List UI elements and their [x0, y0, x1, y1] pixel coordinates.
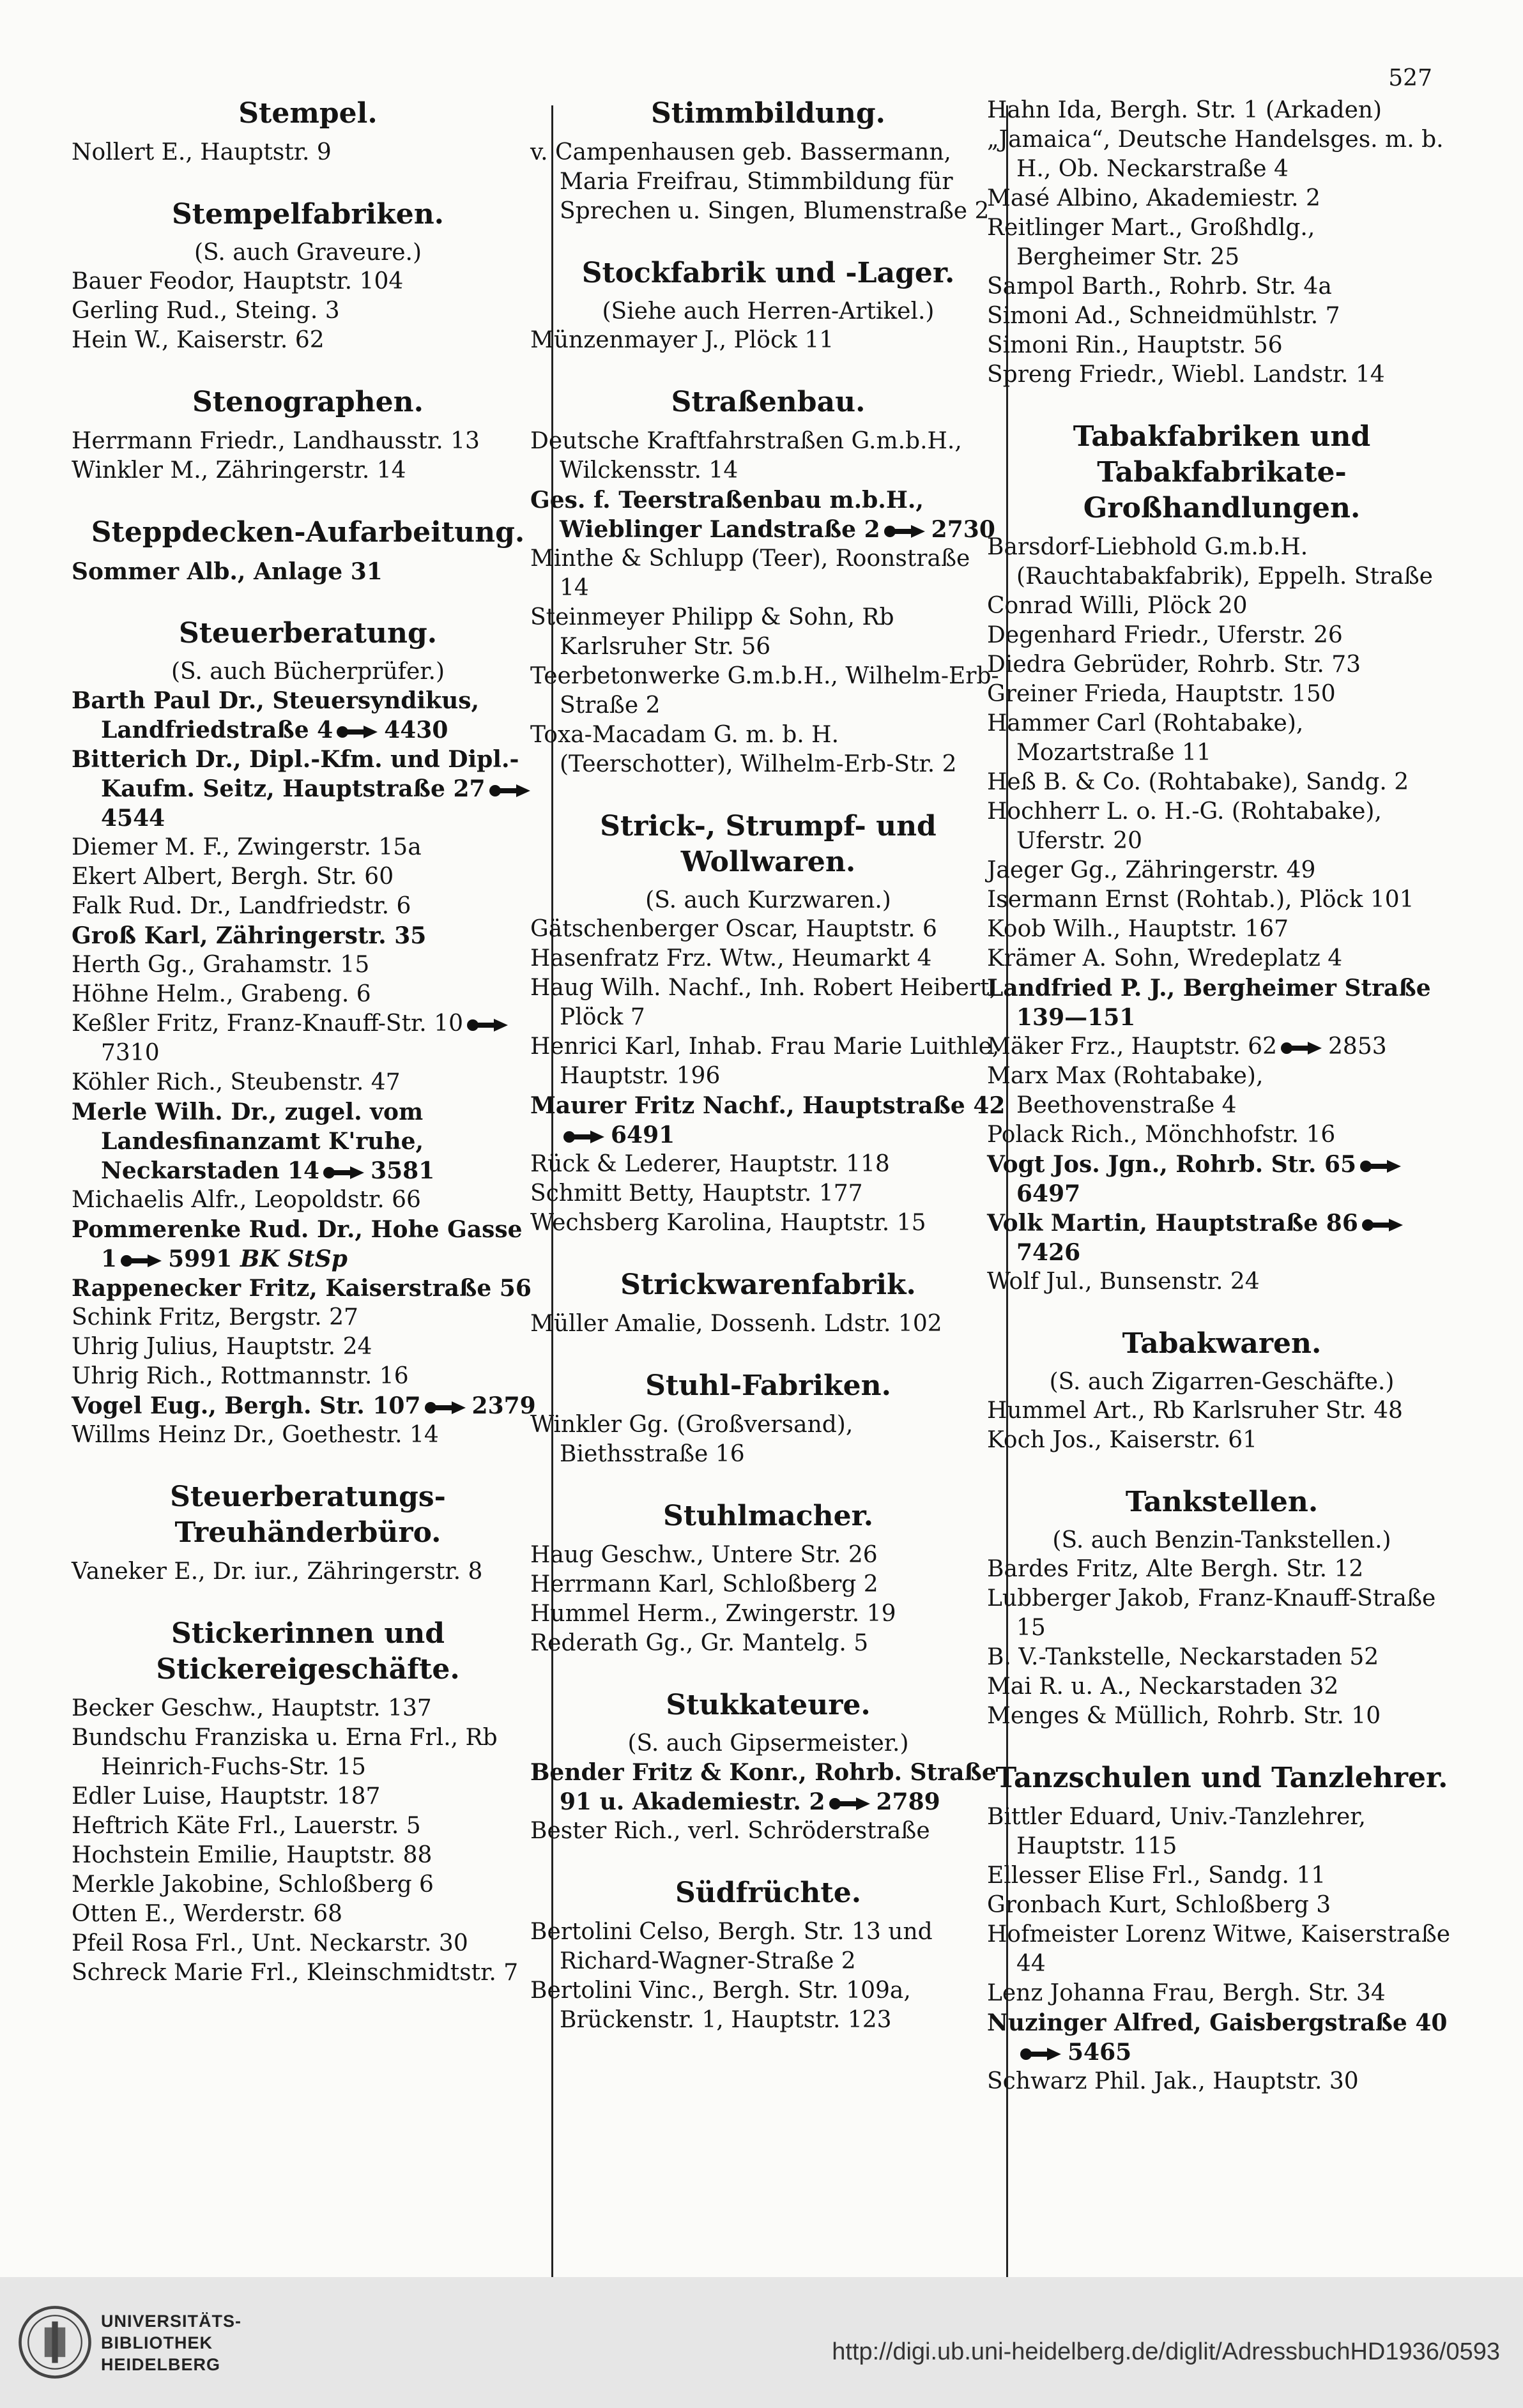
directory-entry — [530, 1917, 1006, 1976]
section-heading: Steuerberatung. — [178, 617, 438, 650]
directory-entry — [72, 1782, 544, 1811]
entry-text: Marx Max (Rohtabake), Beethovenstraße 4 — [987, 1063, 1264, 1118]
directory-entry — [987, 680, 1457, 709]
entry-text: Keßler Fritz, Franz-Knauff-Str. 10 — [72, 1010, 464, 1037]
entry-text: Herrmann Karl, Schloßberg 2 — [530, 1571, 878, 1597]
directory-entry — [530, 603, 1006, 662]
cross-reference-note: (S. auch Gipsermeister.) — [627, 1730, 909, 1756]
entry-text: Simoni Ad., Schneidmühlstr. 7 — [987, 303, 1340, 329]
entry-text: Hochherr L. o. H.-G. (Rohtabake), Uferstr. 20 — [987, 798, 1382, 854]
telephone-icon — [883, 523, 928, 540]
entry-text: Falk Rud. Dr., Landfriedstr. 6 — [72, 893, 411, 919]
directory-entry — [530, 915, 1006, 944]
directory-entry — [72, 686, 544, 745]
phone-number: 4430 — [384, 717, 448, 743]
directory-entry — [72, 1557, 544, 1587]
entry-text: Bardes Fritz, Alte Bergh. Str. 12 — [987, 1556, 1364, 1582]
directory-entry — [72, 1332, 544, 1362]
entry-text: Henrici Karl, Inhab. Frau Marie Luithle, Hauptstr. 196 — [530, 1033, 1000, 1089]
directory-entry — [987, 973, 1457, 1032]
entry-text: B. V.-Tankstelle, Neckarstaden 52 — [987, 1644, 1379, 1670]
entry-text: Schmitt Betty, Hauptstr. 177 — [530, 1180, 863, 1207]
entry-text: Bundschu Franziska u. Erna Frl., Rb Heinrich-Fuchs-Str. 15 — [72, 1725, 498, 1780]
telephone-icon — [1019, 2046, 1064, 2062]
entry-text: Rück & Lederer, Hauptstr. 118 — [530, 1151, 890, 1177]
entry-text: Winkler Gg. (Großversand), Biethsstraße 16 — [530, 1412, 853, 1467]
directory-entry — [530, 944, 1006, 973]
directory-entry — [987, 1979, 1457, 2008]
directory-entry — [72, 1421, 544, 1450]
directory-entry — [987, 1802, 1457, 1861]
phone-number: 7310 — [101, 1040, 160, 1066]
directory-entry — [530, 544, 1006, 603]
directory-entry — [987, 1396, 1457, 1426]
entry-text: Simoni Rin., Hauptstr. 56 — [987, 332, 1283, 358]
directory-entry — [530, 1179, 1006, 1208]
directory-entry — [530, 662, 1006, 720]
entry-text: Herth Gg., Grahamstr. 15 — [72, 952, 370, 978]
telephone-icon — [488, 782, 533, 799]
directory-entry — [987, 1555, 1457, 1584]
entry-text: Barsdorf-Liebhold G.m.b.H. (Rauchtabakfabrik), Eppelh. Straße — [987, 534, 1433, 590]
phone-number: 2379 — [471, 1392, 536, 1419]
entry-text: Minthe & Schlupp (Teer), Roonstraße 14 — [530, 545, 970, 601]
directory-entry — [987, 1861, 1457, 1891]
telephone-icon — [322, 1164, 367, 1181]
directory-entry — [987, 1643, 1457, 1672]
telephone-icon — [119, 1253, 164, 1269]
directory-entry — [72, 427, 544, 456]
directory-entry — [530, 1150, 1006, 1179]
directory-entry — [987, 1208, 1457, 1267]
directory-entry — [72, 138, 544, 167]
directory-entry — [530, 1410, 1006, 1469]
directory-entry — [987, 591, 1457, 621]
telephone-icon — [466, 1017, 510, 1033]
directory-entry — [987, 650, 1457, 680]
directory-entry — [987, 1672, 1457, 1702]
entry-text: Wolf Jul., Bunsenstr. 24 — [987, 1269, 1260, 1295]
entry-text: Hochstein Emilie, Hauptstr. 88 — [72, 1842, 432, 1868]
entry-text: Polack Rich., Mönchhofstr. 16 — [987, 1122, 1336, 1148]
section-heading: Stuhl-Fabriken. — [645, 1369, 891, 1402]
entry-text: Deutsche Kraftfahrstraßen G.m.b.H., Wilckensstr. 14 — [530, 428, 962, 484]
cross-reference-note: (S. auch Bücherprüfer.) — [171, 659, 445, 685]
entry-text: Gerling Rud., Steing. 3 — [72, 298, 340, 324]
library-line: HEIDELBERG — [101, 2355, 221, 2374]
section-heading: Stempelfabriken. — [171, 198, 444, 231]
section-heading: Südfrüchte. — [675, 1877, 862, 1909]
entry-text: Pommerenke Rud. Dr., Hohe Gasse 1 — [72, 1216, 523, 1272]
directory-entry — [987, 768, 1457, 797]
entry-text: Reitlinger Mart., Großhdlg., Bergheimer Str. 25 — [987, 215, 1315, 270]
directory-entry — [530, 326, 1006, 355]
directory-entry — [987, 213, 1457, 272]
entry-text: Herrmann Friedr., Landhausstr. 13 — [72, 428, 480, 454]
entry-text: Hummel Art., Rb Karlsruher Str. 48 — [987, 1398, 1403, 1424]
directory-entry — [987, 1150, 1457, 1208]
directory-entry — [530, 138, 1006, 226]
entry-text: Haug Wilh. Nachf., Inh. Robert Heibert, Plöck 7 — [530, 975, 997, 1030]
section-heading: Tabakwaren. — [1122, 1327, 1322, 1360]
entry-text: Hofmeister Lorenz Witwe, Kaiserstraße 44 — [987, 1921, 1451, 1977]
entry-text: Mäker Frz., Hauptstr. 62 — [987, 1033, 1278, 1060]
entry-text: Merle Wilh. Dr., zugel. vom Landesfinanzamt K'ruhe, Neckarstaden 14 — [72, 1099, 424, 1184]
entry-text: Bittler Eduard, Univ.-Tanzlehrer, Hauptstr. 115 — [987, 1804, 1366, 1859]
entry-text: Lenz Johanna Frau, Bergh. Str. 34 — [987, 1980, 1386, 2006]
directory-entry — [72, 1068, 544, 1097]
entry-text: Hein W., Kaiserstr. 62 — [72, 327, 325, 353]
section-heading: Stickerinnen und Stickereigeschäfte. — [156, 1617, 460, 1686]
telephone-icon — [828, 1795, 873, 1812]
entry-text: Bertolini Celso, Bergh. Str. 13 und Richard-Wagner-Straße 2 — [530, 1919, 933, 1974]
directory-entry — [530, 1208, 1006, 1238]
entry-text: Müller Amalie, Dossenh. Ldstr. 102 — [530, 1311, 942, 1337]
library-line: BIBLIOTHEK — [101, 2333, 213, 2352]
directory-entry — [72, 1723, 544, 1782]
entry-text: Sommer Alb., Anlage 31 — [72, 558, 383, 585]
entry-text: Heftrich Käte Frl., Lauerstr. 5 — [72, 1813, 421, 1839]
phone-number: 2789 — [876, 1788, 940, 1815]
directory-entry — [530, 1032, 1006, 1091]
directory-entry — [72, 1185, 544, 1215]
section-heading: Steuerberatungs-Treuhänderbüro. — [170, 1481, 446, 1549]
directory-entry — [987, 1920, 1457, 1979]
entry-text: Krämer A. Sohn, Wredeplatz 4 — [987, 945, 1343, 972]
entry-text: Winkler M., Zähringerstr. 14 — [72, 457, 406, 484]
directory-entry — [530, 1976, 1006, 2035]
entry-text: Bauer Feodor, Hauptstr. 104 — [72, 268, 404, 294]
telephone-icon — [562, 1129, 607, 1145]
directory-entry — [987, 797, 1457, 856]
entry-text: Diemer M. F., Zwingerstr. 15a — [72, 834, 422, 860]
entry-text: Wechsberg Karolina, Hauptstr. 15 — [530, 1210, 926, 1236]
section-heading: Tanzschulen und Tanzlehrer. — [995, 1762, 1448, 1794]
section-heading: Tankstellen. — [1125, 1486, 1319, 1518]
entry-text: Degenhard Friedr., Uferstr. 26 — [987, 622, 1343, 648]
entry-text: Jaeger Gg., Zähringerstr. 49 — [987, 857, 1316, 883]
entry-text: Ges. f. Teerstraßenbau m.b.H., Wieblinger Landstraße 2 — [530, 487, 924, 543]
entry-text: Mai R. u. A., Neckarstaden 32 — [987, 1673, 1339, 1700]
directory-entry — [987, 360, 1457, 390]
directory-entry — [72, 980, 544, 1009]
directory-entry — [987, 1120, 1457, 1150]
entry-text: Willms Heinz Dr., Goethestr. 14 — [72, 1422, 439, 1448]
entry-text: Köhler Rich., Steubenstr. 47 — [72, 1069, 401, 1095]
phone-number: 5991 — [168, 1246, 233, 1272]
entry-text: Hummel Herm., Zwingerstr. 19 — [530, 1601, 896, 1627]
directory-entry — [987, 856, 1457, 885]
directory-entry — [530, 1091, 1006, 1150]
entry-text: Lubberger Jakob, Franz-Knauff-Straße 15 — [987, 1585, 1436, 1641]
directory-entry — [72, 921, 544, 950]
entry-text: Bitterich Dr., Dipl.-Kfm. und Dipl.-Kaufm. Seitz, Hauptstraße 27 — [72, 746, 519, 802]
directory-entry — [987, 944, 1457, 973]
directory-entry — [72, 1694, 544, 1723]
directory-entry — [530, 1570, 1006, 1599]
entry-text: Koob Wilh., Hauptstr. 167 — [987, 916, 1289, 942]
entry-text: Toxa-Macadam G. m. b. H. (Teerschotter), Wilhelm-Erb-Str. 2 — [530, 722, 957, 777]
entry-text: Hasenfratz Frz. Wtw., Heumarkt 4 — [530, 945, 932, 972]
phone-number: 5465 — [1068, 2039, 1132, 2066]
cross-reference-note: (S. auch Zigarren-Geschäfte.) — [1049, 1369, 1395, 1395]
directory-entry — [530, 1541, 1006, 1570]
column-3 — [987, 96, 1457, 2096]
directory-entry — [987, 1584, 1457, 1643]
entry-text: Spreng Friedr., Wiebl. Landstr. 14 — [987, 362, 1385, 388]
directory-entry — [72, 1958, 544, 1988]
phone-number: 7426 — [1016, 1239, 1081, 1266]
section-heading: Tabakfabriken und Tabakfabrikate-Großhandlungen. — [1073, 420, 1371, 524]
entry-text: Groß Karl, Zähringerstr. 35 — [72, 922, 427, 949]
directory-entry — [530, 1629, 1006, 1658]
phone-number: 6491 — [611, 1122, 675, 1148]
entry-text: Menges & Müllich, Rohrb. Str. 10 — [987, 1703, 1381, 1729]
entry-text: Höhne Helm., Grabeng. 6 — [72, 981, 371, 1007]
entry-text: Rederath Gg., Gr. Mantelg. 5 — [530, 1630, 869, 1656]
section-heading: Steppdecken-Aufarbeitung. — [91, 516, 525, 549]
entry-text: Haug Geschw., Untere Str. 26 — [530, 1542, 878, 1568]
directory-entry — [72, 892, 544, 921]
directory-entry — [72, 950, 544, 980]
directory-entry — [72, 745, 544, 833]
entry-text: Schink Fritz, Bergstr. 27 — [72, 1304, 358, 1330]
telephone-icon — [335, 724, 380, 740]
entry-text: Gronbach Kurt, Schloßberg 3 — [987, 1892, 1331, 1918]
entry-text: Isermann Ernst (Rohtab.), Plöck 101 — [987, 887, 1414, 913]
entry-text: Münzenmayer J., Plöck 11 — [530, 327, 834, 353]
section-heading: Strickwarenfabrik. — [620, 1269, 916, 1301]
section-heading: Stenographen. — [192, 386, 424, 418]
directory-entry — [987, 2008, 1457, 2067]
directory-entry — [72, 862, 544, 892]
directory-entry — [987, 533, 1457, 591]
section-heading: Stuhlmacher. — [662, 1500, 874, 1532]
entry-text: Otten E., Werderstr. 68 — [72, 1901, 343, 1927]
entry-text: Uhrig Julius, Hauptstr. 24 — [72, 1334, 372, 1360]
phone-number: 2853 — [1328, 1033, 1387, 1060]
section-heading: Stockfabrik und -Lager. — [581, 257, 955, 289]
entry-text: Michaelis Alfr., Leopoldstr. 66 — [72, 1187, 421, 1213]
directory-entry — [987, 1891, 1457, 1920]
entry-text: Heß B. & Co. (Rohtabake), Sandg. 2 — [987, 769, 1409, 795]
directory-entry — [987, 125, 1457, 184]
directory-entry — [987, 2067, 1457, 2096]
entry-text: Becker Geschw., Hauptstr. 137 — [72, 1695, 432, 1721]
directory-entry — [987, 1267, 1457, 1297]
entry-text: Diedra Gebrüder, Rohrb. Str. 73 — [987, 652, 1361, 678]
entry-text: Maurer Fritz Nachf., Hauptstraße 42 — [530, 1092, 1006, 1119]
cross-reference-note: (S. auch Benzin-Tankstellen.) — [1052, 1527, 1391, 1553]
directory-entry — [72, 1362, 544, 1391]
telephone-icon — [1361, 1217, 1405, 1233]
directory-entry — [530, 1599, 1006, 1629]
directory-entry — [72, 1215, 544, 1274]
entry-suffix: BK StSp — [240, 1246, 348, 1272]
entry-text: Vaneker E., Dr. iur., Zähringerstr. 8 — [72, 1558, 483, 1585]
directory-entry — [530, 1758, 1006, 1817]
directory-entry — [72, 1870, 544, 1900]
directory-entry — [72, 833, 544, 862]
directory-entry — [530, 973, 1006, 1032]
directory-entry — [72, 1811, 544, 1841]
phone-number: 6497 — [1016, 1180, 1081, 1207]
entry-text: Nollert E., Hauptstr. 9 — [72, 139, 332, 165]
directory-entry — [72, 1900, 544, 1929]
entry-text: v. Campenhausen geb. Bassermann, Maria Freifrau, Stimmbildung für Sprechen u. Singen, Blumenstraße 2 — [530, 139, 990, 224]
section-heading: Strick-, Strumpf- und Wollwaren. — [600, 810, 937, 878]
entry-text: Steinmeyer Philipp & Sohn, Rb Karlsruher Str. 56 — [530, 604, 894, 660]
page-number: 527 — [1388, 65, 1432, 91]
phone-number: 2730 — [931, 516, 995, 543]
entry-text: Bester Rich., verl. Schröderstraße — [530, 1818, 930, 1844]
entry-text: Ekert Albert, Bergh. Str. 60 — [72, 864, 394, 890]
directory-entry — [72, 1274, 544, 1303]
entry-text: Edler Luise, Hauptstr. 187 — [72, 1783, 381, 1810]
telephone-icon — [1280, 1040, 1324, 1056]
directory-entry — [72, 296, 544, 326]
directory-entry — [987, 885, 1457, 915]
section-heading: Straßenbau. — [671, 386, 866, 418]
column-2 — [530, 96, 1006, 2035]
directory-entry — [72, 1303, 544, 1332]
phone-number: 4544 — [101, 805, 165, 832]
phone-number: 3581 — [371, 1157, 435, 1184]
directory-entry — [72, 1009, 544, 1068]
telephone-icon — [424, 1399, 468, 1416]
entry-text: Vogel Eug., Bergh. Str. 107 — [72, 1392, 421, 1419]
directory-entry — [987, 1702, 1457, 1731]
entry-text: Ellesser Elise Frl., Sandg. 11 — [987, 1863, 1326, 1889]
entry-text: Bertolini Vinc., Bergh. Str. 109a, Brückenstr. 1, Hauptstr. 123 — [530, 1977, 911, 2033]
cross-reference-note: (S. auch Kurzwaren.) — [645, 887, 891, 913]
library-name — [101, 2310, 241, 2375]
directory-entry — [72, 1841, 544, 1870]
directory-entry — [72, 1097, 544, 1185]
section-heading: Stukkateure. — [666, 1689, 871, 1721]
directory-entry — [987, 331, 1457, 360]
telephone-icon — [1359, 1158, 1404, 1175]
entry-text: Pfeil Rosa Frl., Unt. Neckarstr. 30 — [72, 1930, 468, 1956]
source-url-link[interactable]: http://digi.ub.uni-heidelberg.de/diglit/AdressbuchHD1936/0593 — [832, 2338, 1500, 2365]
directory-entry — [530, 1309, 1006, 1339]
entry-text: Sampol Barth., Rohrb. Str. 4a — [987, 273, 1332, 300]
cross-reference-note: (S. auch Graveure.) — [194, 240, 422, 266]
directory-entry — [72, 1929, 544, 1958]
entry-text: Conrad Willi, Plöck 20 — [987, 593, 1248, 619]
entry-text: Rappenecker Fritz, Kaiserstraße 56 — [72, 1275, 532, 1302]
directory-entry — [987, 621, 1457, 650]
directory-entry — [72, 557, 544, 586]
directory-entry — [530, 485, 1006, 544]
entry-text: Greiner Frieda, Hauptstr. 150 — [987, 681, 1336, 707]
entry-text: Barth Paul Dr., Steuersyndikus, Landfriedstraße 4 — [72, 687, 480, 743]
entry-text: „Jamaica“, Deutsche Handelsges. m. b. H., Ob. Neckarstraße 4 — [987, 126, 1444, 182]
directory-entry — [987, 272, 1457, 301]
entry-text: Vogt Jos. Jgn., Rohrb. Str. 65 — [987, 1151, 1357, 1178]
directory-entry — [72, 326, 544, 355]
section-heading: Stimmbildung. — [651, 97, 885, 130]
entry-text: Hahn Ida, Bergh. Str. 1 (Arkaden) — [987, 97, 1382, 123]
entry-text: Koch Jos., Kaiserstr. 61 — [987, 1427, 1258, 1453]
directory-entry — [72, 1391, 544, 1421]
entry-text: Teerbetonwerke G.m.b.H., Wilhelm-Erb-Straße 2 — [530, 663, 999, 719]
directory-entry — [987, 1032, 1457, 1062]
university-seal-icon — [18, 2305, 92, 2379]
directory-entry — [987, 301, 1457, 331]
cross-reference-note: (Siehe auch Herren-Artikel.) — [602, 298, 935, 324]
directory-entry — [987, 1426, 1457, 1455]
directory-entry — [987, 709, 1457, 768]
entry-text: Masé Albino, Akademiestr. 2 — [987, 185, 1320, 211]
entry-text: Landfried P. J., Bergheimer Straße 139—151 — [987, 975, 1431, 1031]
column-1 — [72, 96, 544, 1988]
library-line: UNIVERSITÄTS- — [101, 2312, 242, 2331]
entry-text: Merkle Jakobine, Schloßberg 6 — [72, 1871, 434, 1898]
entry-text: Nuzinger Alfred, Gaisbergstraße 40 — [987, 2009, 1448, 2036]
directory-entry — [72, 267, 544, 296]
entry-text: Gätschenberger Oscar, Hauptstr. 6 — [530, 916, 937, 942]
entry-text: Bender Fritz & Konr., Rohrb. Straße 91 u. Akademiestr. 2 — [530, 1759, 997, 1815]
directory-entry — [987, 915, 1457, 944]
directory-entry — [987, 96, 1457, 125]
directory-entry — [530, 427, 1006, 485]
directory-entry — [72, 456, 544, 485]
directory-entry — [530, 1817, 1006, 1846]
directory-entry — [987, 1062, 1457, 1120]
entry-text: Schwarz Phil. Jak., Hauptstr. 30 — [987, 2068, 1359, 2094]
footer-bar — [0, 2277, 1523, 2408]
entry-text: Uhrig Rich., Rottmannstr. 16 — [72, 1363, 409, 1389]
entry-text: Schreck Marie Frl., Kleinschmidtstr. 7 — [72, 1960, 519, 1986]
entry-text: Hammer Carl (Rohtabake), Mozartstraße 11 — [987, 710, 1304, 766]
entry-text: Volk Martin, Hauptstraße 86 — [987, 1210, 1358, 1237]
section-heading: Stempel. — [238, 97, 378, 130]
directory-entry — [530, 720, 1006, 779]
directory-entry — [987, 184, 1457, 213]
